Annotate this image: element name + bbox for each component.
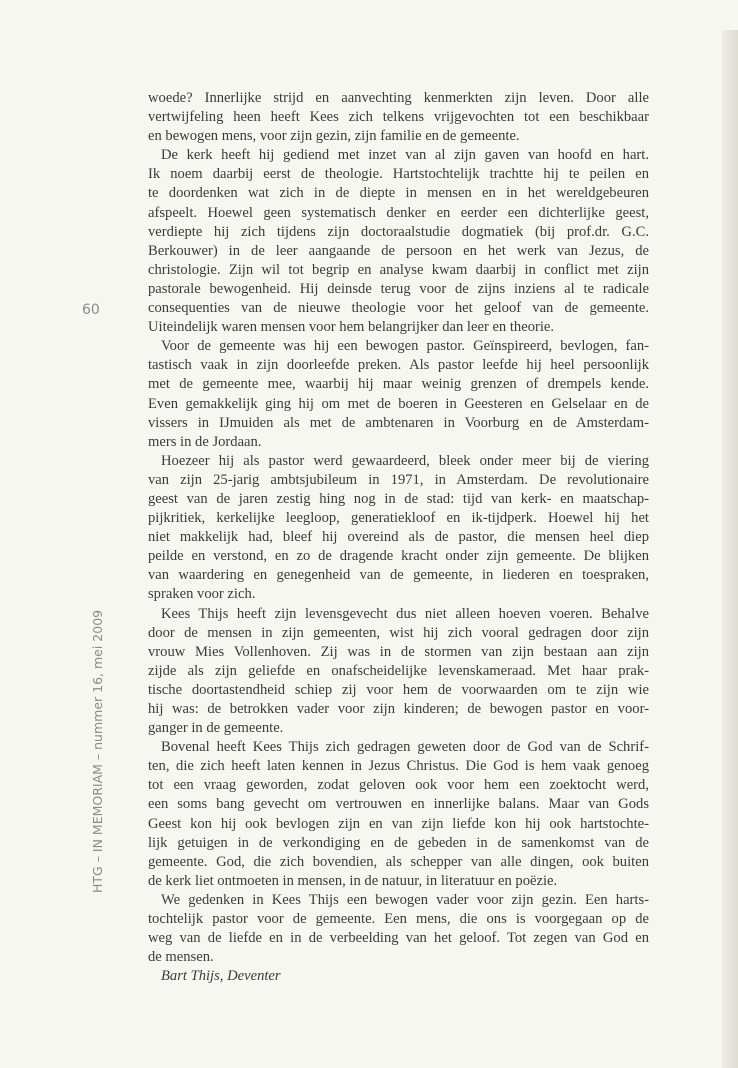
text-line: van waardering en genegenheid van de gemeente, in liederen en toespraken, — [148, 567, 649, 584]
page-number: 60 — [82, 302, 100, 318]
text-line: met de gemeente mee, waarbij hij maar weinig grenzen of drempels kende. — [148, 376, 649, 393]
text-line: spraken voor zich. — [148, 586, 256, 603]
text-line: van zijn 25-jarig ambtsjubileum in 1971, in Amsterdam. De revolutionaire — [148, 471, 649, 488]
text-line: Even gemakkelijk ging hij om met de boeren in Geesteren en Gelselaar en de — [148, 395, 649, 412]
text-line: gemeente. God, die zich bovendien, als schepper van alle dingen, ook buiten — [148, 853, 649, 870]
text-line: ten, die zich heeft laten kennen in Jezus Christus. Die God is hem vaak genoeg — [148, 758, 649, 775]
text-line: mers in de Jordaan. — [148, 433, 262, 450]
text-line: een soms bang gevecht om vertrouwen en innerlijke balans. Maar van Gods — [148, 796, 649, 813]
page-edge-shadow — [722, 30, 738, 1068]
text-line: Ik noem daarbij eerst de theologie. Hartstochtelijk trachtte hij te peilen en — [148, 166, 649, 183]
text-line: geest van de jaren zestig hing nog in de stad: tijd van kerk- en maatschap- — [148, 490, 649, 507]
paragraph — [148, 452, 649, 605]
text-line: tochtelijk pastor voor de gemeente. Een mens, die ons is voorgegaan op de — [148, 911, 649, 928]
text-line: woede? Innerlijke strijd en aanvechting kenmerkten zijn leven. Door alle — [148, 90, 649, 106]
text-line: en bewogen mens, voor zijn gezin, zijn familie en de gemeente. — [148, 128, 520, 145]
text-line: Geest kon hij ook bevlogen zijn en van zijn liefde kon hij ook hartstochte- — [148, 815, 649, 832]
text-line: consequenties van de nieuwe theologie voor het geloof van de gemeente. — [148, 300, 649, 317]
text-line: vertwijfeling heen heeft Kees zich telkens vrijgevochten tot een beschikbaar — [148, 109, 649, 126]
text-line: weg van de liefde en in de verbeelding van het geloof. Tot zegen van God en — [148, 930, 649, 947]
text-line: We gedenken in Kees Thijs een bewogen vader voor zijn gezin. Een harts- — [161, 891, 649, 908]
text-line: pastorale bewogenheid. Hij deinsde terug voor de zijns inziens al te radicale — [148, 280, 649, 297]
author-signature: Bart Thijs, Deventer — [161, 968, 281, 985]
text-line: vrouw Mies Vollenhoven. Zij was in de stormen van zijn bestaan aan zijn — [148, 643, 649, 660]
text-line: zijde als zijn geliefde en onafscheidelijke levenskameraad. Met haar prak- — [148, 662, 649, 679]
paragraph — [148, 89, 649, 146]
text-line: Berkouwer) in de leer aangaande de persoon en het werk van Jezus, de — [148, 242, 649, 259]
running-footer: HTG – IN MEMORIAM – nummer 16, mei 2009 — [90, 609, 105, 893]
text-line: niet makkelijk had, bleef hij overeind als de pastor, die mensen heel diep — [148, 529, 649, 546]
paragraph — [148, 146, 649, 337]
text-line: door de mensen in zijn gemeenten, wist hij zich vooral gedragen door zijn — [148, 624, 649, 641]
paragraph — [148, 738, 649, 891]
text-line: hij was: de betrokken vader voor zijn kinderen; de bewogen pastor en voor- — [148, 701, 649, 717]
text-line: vissers in IJmuiden als met de ambtenaren in Voorburg en de Amsterdam- — [148, 414, 649, 431]
text-line: Kees Thijs heeft zijn levensgevecht dus niet alleen hoeven voeren. Behalve — [161, 605, 649, 622]
text-line: Uiteindelijk waren mensen voor hem belangrijker dan leer en theorie. — [148, 319, 555, 336]
text-line: de kerk liet ontmoeten in mensen, in de natuur, in literatuur en poëzie. — [148, 872, 558, 889]
text-line: ganger in de gemeente. — [148, 720, 284, 737]
paragraph — [148, 891, 649, 967]
text-line: Bovenal heeft Kees Thijs zich gedragen geweten door de God van de Schrif- — [161, 739, 649, 756]
text-line: peilde en verstond, en zo de dragende kracht onder zijn gemeente. De blijken — [148, 548, 649, 565]
text-line: pijkritiek, kerkelijke leegloop, generatiekloof en ik-tijdperk. Hoewel hij het — [148, 510, 649, 527]
paragraph — [148, 337, 649, 452]
text-line: tische doortastendheid schiep zij voor hem de voorwaarden om te zijn wie — [148, 681, 649, 698]
text-line: de mensen. — [148, 949, 214, 966]
text-line: te doordenken wat zich in de diepte in mensen en in het wereldgebeuren — [148, 185, 649, 202]
text-line: christologie. Zijn wil tot begrip en analyse kwam daarbij in conflict met zijn — [148, 261, 649, 278]
text-line: De kerk heeft hij gediend met inzet van al zijn gaven van hoofd en hart. — [161, 147, 649, 164]
text-line: Voor de gemeente was hij een bewogen pastor. Geïnspireerd, bevlogen, fan- — [161, 338, 649, 355]
paragraph — [148, 605, 649, 739]
text-line: Hoezeer hij als pastor werd gewaardeerd, bleek onder meer bij de viering — [161, 452, 649, 469]
text-line: tastisch vaak in zijn doorleefde preken. Als pastor leefde hij heel persoonlijk — [148, 357, 649, 374]
text-line: tot een vraag geworden, zodat geloven ook voor hem een zoektocht werd, — [148, 777, 649, 794]
text-line: verdiepte hij zich tijdens zijn doctoraalstudie dogmatiek (bij prof.dr. G.C. — [148, 223, 649, 240]
article-body — [148, 89, 649, 986]
text-line: afspeelt. Hoewel geen systematisch denker en eerder een dichterlijke geest, — [148, 204, 649, 221]
text-line: lijk getuigen in de verkondiging en de gebeden in de samenkomst van de — [148, 834, 649, 851]
